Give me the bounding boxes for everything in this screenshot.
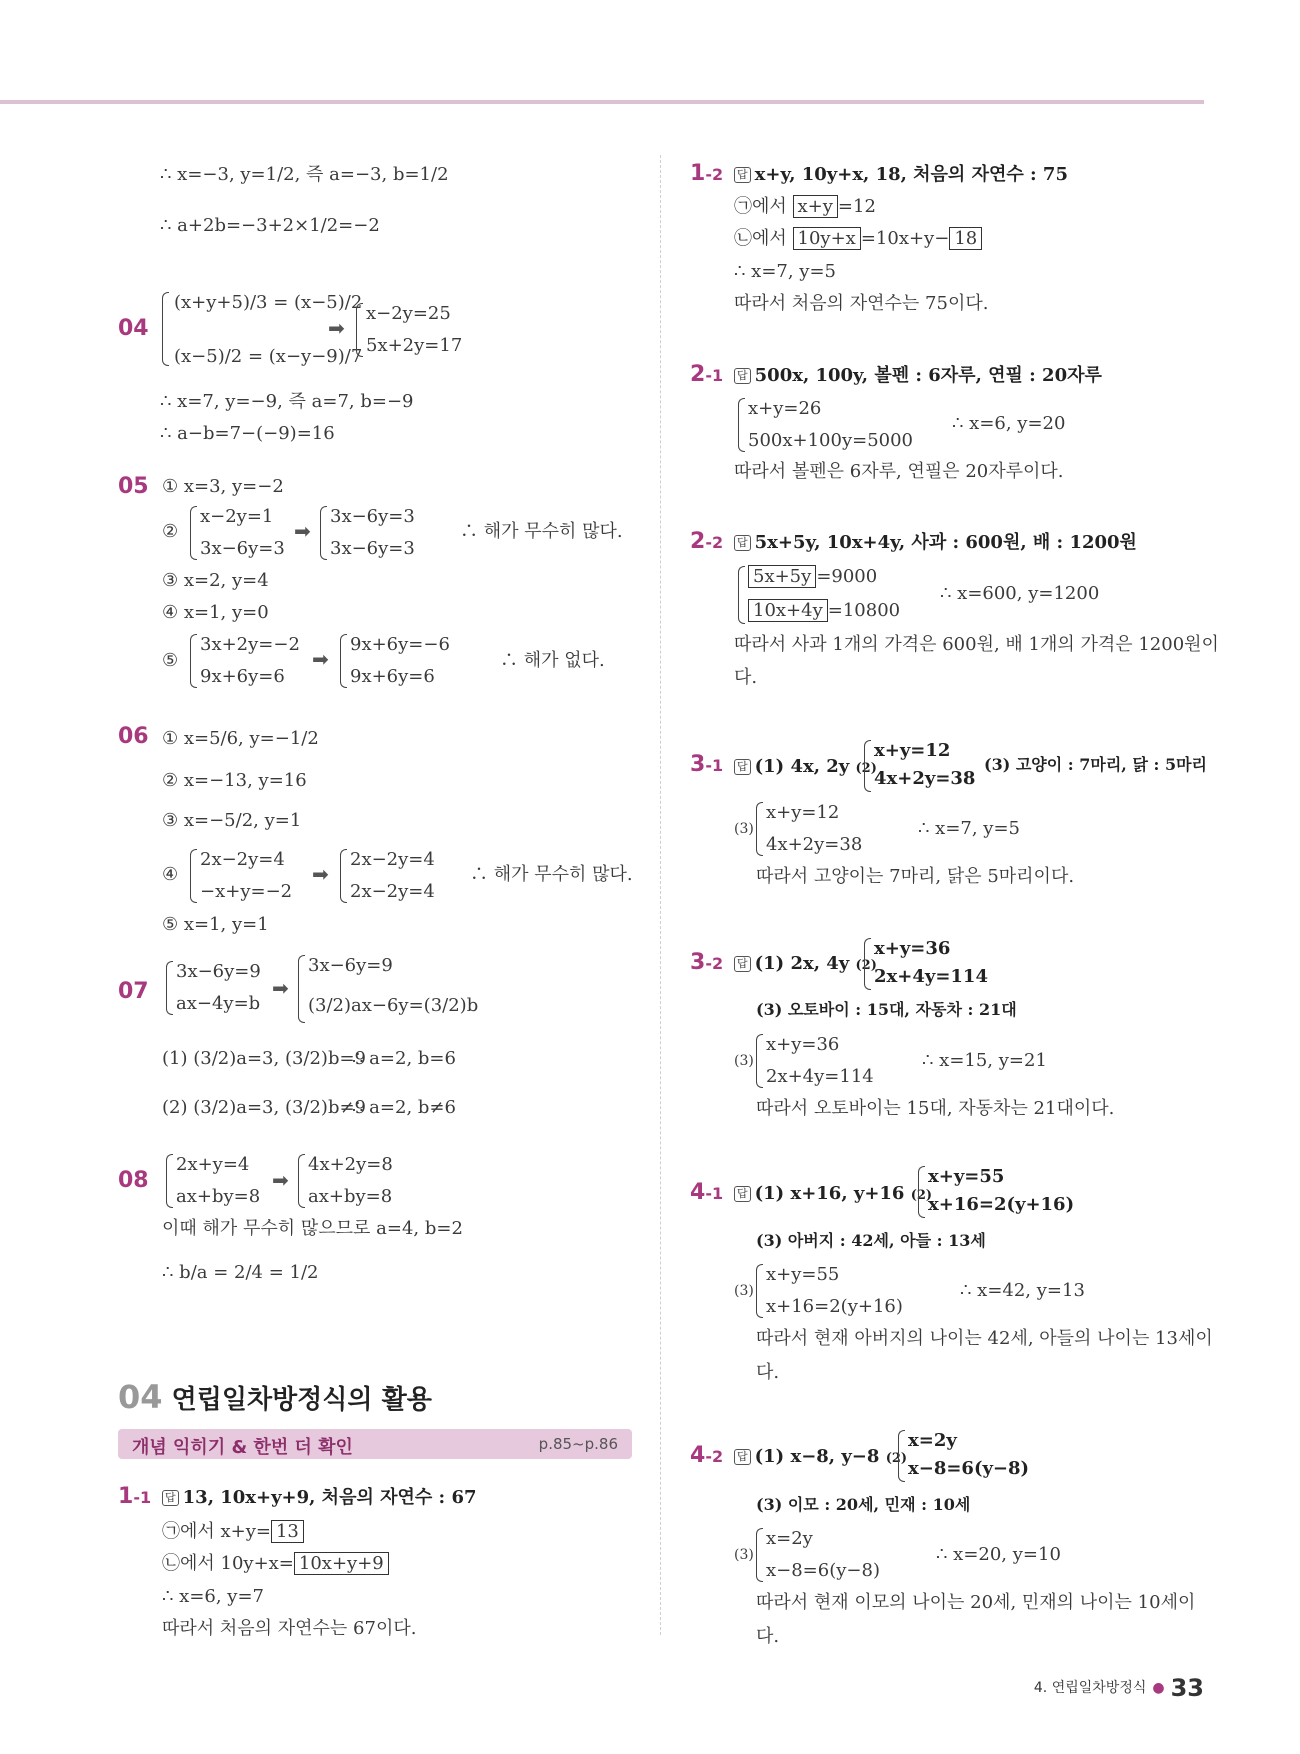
line: ∴ x=15, y=21 [922,1050,1047,1071]
equation: x+y=36 [766,1034,840,1055]
equation: 2x+4y=114 [874,966,988,987]
problem-number: 07 [118,979,149,1004]
equation: 2x−2y=4 [200,849,285,870]
line: ㉠에서 x+y =12 [734,196,876,217]
line: (3) 이모 : 20세, 민재 : 10세 [756,1495,971,1514]
answer-line: 답 5x+5y, 10x+4y, 사과 : 600원, 배 : 1200원 [734,532,1137,554]
arrow-icon: ➡ [312,647,329,671]
marker: (3) [734,1283,754,1299]
line: 따라서 오토바이는 15대, 자동차는 21대이다. [756,1098,1115,1119]
arrow-icon: ➡ [312,862,329,886]
problem-number: 1-2 [690,161,724,186]
answer-box: 10y+x [793,227,861,250]
problem-number: 2-1 [690,362,724,387]
answer-box: 10x+y+9 [294,1552,389,1575]
answer-badge: 답 [734,1186,751,1202]
answer-badge: 답 [734,535,751,551]
problem-number: 4-1 [690,1180,724,1205]
equation: x+16=2(y+16) [766,1296,903,1317]
equation: 9x+6y=6 [350,666,435,687]
brace [898,1430,905,1482]
brace [756,1034,763,1088]
line: ㉡에서 10y+x =10x+y− 18 [734,228,982,250]
marker: (3) [734,1547,754,1563]
equation: 3x−6y=9 [176,961,261,982]
brace [166,1154,173,1208]
brace [340,634,347,688]
equation: 2x−2y=4 [350,849,435,870]
equation: 9x+6y=−6 [350,634,450,655]
line: ∴ x=20, y=10 [936,1544,1061,1565]
line: ④ x=1, y=0 [162,602,269,623]
chapter-label: 4. 연립일차방정식 [1033,1680,1147,1696]
line: ③ x=2, y=4 [162,570,269,591]
equation: x+y=55 [766,1264,840,1285]
equation: −x+y=−2 [200,881,293,902]
answer-badge: 답 [734,167,751,183]
bullet-icon: ● [1152,1680,1165,1696]
brace [918,1166,925,1218]
answer-line: 답 13, 10x+y+9, 처음의 자연수 : 67 [162,1487,477,1509]
brace [738,566,745,624]
problem-number: 4-2 [690,1443,724,1468]
answer-badge: 답 [734,1449,751,1465]
brace [320,506,327,560]
line: ② x=−13, y=16 [162,770,307,791]
answer-box: 13 [271,1520,304,1543]
line: (3) 오토바이 : 15대, 자동차 : 21대 [756,1000,1017,1019]
answer-line: 답 (1) 2x, 4y (2) [734,953,877,977]
page-number: 33 [1170,1674,1204,1702]
brace [162,292,169,366]
equation: x=2y [766,1528,813,1549]
section-title: 연립일차방정식의 활용 [171,1385,432,1415]
line: ∴ 해가 무수히 많다. [470,864,633,885]
equation: ax+by=8 [176,1186,261,1207]
line: ∴ x=7, y=5 [918,818,1021,839]
problem-number: 05 [118,474,149,499]
equation: 500x+100y=5000 [748,430,914,451]
line: 다. [756,1626,780,1647]
line: 따라서 현재 아버지의 나이는 42세, 아들의 나이는 13세이 [756,1328,1213,1349]
line: ∴ x=600, y=1200 [940,583,1100,604]
answer-badge: 답 [734,368,751,384]
line: ㉠에서 x+y= 13 [162,1521,304,1543]
line: 다. [756,1362,780,1383]
equation: 4x+2y=38 [766,834,863,855]
line: ∴ x=7, y=5 [734,261,837,282]
page-footer [1034,1674,1204,1702]
brace [756,802,763,856]
equation: x−8=6(y−8) [766,1560,880,1581]
equation: ax+by=8 [308,1186,393,1207]
line: ∴ a+2b=−3+2×1/2=−2 [160,215,380,236]
equation: x+y=12 [766,802,840,823]
equation: 3x−6y=3 [200,538,285,559]
answer-box: 18 [949,227,982,250]
equation: x−2y=1 [200,506,274,527]
line: ∴ 해가 없다. [500,650,605,671]
line: ∴ 해가 무수히 많다. [460,521,623,542]
line: 따라서 볼펜은 6자루, 연필은 20자루이다. [734,461,1064,482]
equation: 4x+2y=8 [308,1154,393,1175]
problem-number: 04 [118,316,149,341]
line: 다. [734,667,758,688]
line: ∴ x=6, y=20 [952,413,1066,434]
equation: x+16=2(y+16) [928,1194,1075,1215]
line: ① x=5/6, y=−1/2 [162,728,319,749]
line: ∴ x=42, y=13 [960,1280,1085,1301]
equation: 4x+2y=38 [874,768,976,789]
arrow-icon: ➡ [294,519,311,543]
brace [190,506,197,560]
answer-line: 답 500x, 100y, 볼펜 : 6자루, 연필 : 20자루 [734,365,1102,387]
equation: x+y=36 [874,938,951,959]
arrow-icon: ➡ [272,1168,289,1192]
equation: (3/2)ax−6y=(3/2)b [308,995,479,1016]
answer-badge: 답 [734,759,751,775]
problem-number: 3-1 [690,752,724,777]
line: ∴ x=7, y=−9, 즉 a=7, b=−9 [160,391,414,412]
answer-box: 5x+5y [748,565,816,588]
marker: (3) [734,821,754,837]
concept-band [118,1429,632,1459]
section-number: 04 [118,1378,163,1416]
answer-line: 답 (1) x+16, y+16 (2) [734,1183,932,1207]
arrow-icon: ➡ [272,976,289,1000]
line: (3) 아버지 : 42세, 아들 : 13세 [756,1231,986,1250]
answer-line: 답 (1) x−8, y−8 (2) [734,1446,907,1470]
problem-number: 2-2 [690,529,724,554]
brace [298,1154,305,1208]
brace [190,634,197,688]
equation: 2x−2y=4 [350,881,435,902]
answer-line: 답 (1) 4x, 2y (2) [734,756,877,780]
line: ∴ b/a = 2/4 = 1/2 [162,1262,319,1283]
brace [340,849,347,903]
equation: 2x+4y=114 [766,1066,874,1087]
brace [738,398,745,452]
equation: 3x−6y=9 [308,955,393,976]
equation: x+y=12 [874,740,951,761]
equation: 5x+5y =9000 [748,566,877,588]
problem-number: 1-1 [118,1484,152,1509]
line: ∴ a−b=7−(−9)=16 [160,423,335,444]
answer-line: 답 x+y, 10y+x, 18, 처음의 자연수 : 75 [734,164,1068,186]
brace [864,740,871,792]
line: (1) (3/2)a=3, (3/2)b=9 [162,1048,367,1069]
equation: x=2y [908,1430,957,1451]
line: ∴ a=2, b≠6 [352,1097,456,1118]
marker: ② [162,521,179,542]
equation: (x+y+5)/3 = (x−5)/2 [174,292,363,313]
equation: 9x+6y=6 [200,666,285,687]
equation: 5x+2y=17 [366,335,463,356]
equation: (x−5)/2 = (x−y−9)/7 [174,346,363,367]
line: 따라서 처음의 자연수는 75이다. [734,293,989,314]
brace [756,1264,763,1318]
marker: ⑤ [162,650,179,671]
line: ⑤ x=1, y=1 [162,914,269,935]
band-pages: p.85~p.86 [538,1435,618,1453]
answer-box: x+y [793,195,838,218]
equation: 3x−6y=3 [330,506,415,527]
line: ∴ x=6, y=7 [162,1586,265,1607]
line: 따라서 사과 1개의 가격은 600원, 배 1개의 가격은 1200원이 [734,634,1219,655]
brace [756,1528,763,1582]
equation: x−2y=25 [366,303,451,324]
equation: x−8=6(y−8) [908,1458,1030,1479]
equation: ax−4y=b [176,993,261,1014]
line: 따라서 현재 이모의 나이는 20세, 민재의 나이는 10세이 [756,1592,1196,1613]
brace [356,303,363,357]
brace [864,938,871,990]
section-heading [118,1378,432,1416]
marker: (3) [734,1053,754,1069]
equation: x+y=26 [748,398,822,419]
equation: 2x+y=4 [176,1154,250,1175]
answer-badge: 답 [162,1490,179,1506]
problem-number: 3-2 [690,950,724,975]
marker: ④ [162,864,179,885]
top-rule [0,100,1204,104]
answer-badge: 답 [734,956,751,972]
problem-number: 06 [118,724,149,749]
line: (3) 고양이 : 7마리, 닭 : 5마리 [984,755,1207,774]
line: (2) (3/2)a=3, (3/2)b≠9 [162,1097,367,1118]
equation: 3x+2y=−2 [200,634,300,655]
line: 따라서 처음의 자연수는 67이다. [162,1618,417,1639]
column-divider [660,155,661,1635]
brace [166,961,173,1015]
brace [190,849,197,903]
line: 이때 해가 무수히 많으므로 a=4, b=2 [162,1218,463,1239]
equation: 3x−6y=3 [330,538,415,559]
problem-number: 08 [118,1168,149,1193]
line: ㉡에서 10y+x= 10x+y+9 [162,1553,389,1575]
answer-box: 10x+4y [748,599,828,622]
line: ∴ a=2, b=6 [352,1048,456,1069]
line: ① x=3, y=−2 [162,476,284,497]
line: 따라서 고양이는 7마리, 닭은 5마리이다. [756,866,1075,887]
equation: 10x+4y =10800 [748,600,900,622]
brace [298,955,305,1023]
band-title: 개념 익히기 & 한번 더 확인 [132,1437,353,1458]
arrow-icon: ➡ [328,316,345,340]
line: ∴ x=−3, y=1/2, 즉 a=−3, b=1/2 [160,164,449,185]
line: ③ x=−5/2, y=1 [162,810,302,831]
equation: x+y=55 [928,1166,1005,1187]
